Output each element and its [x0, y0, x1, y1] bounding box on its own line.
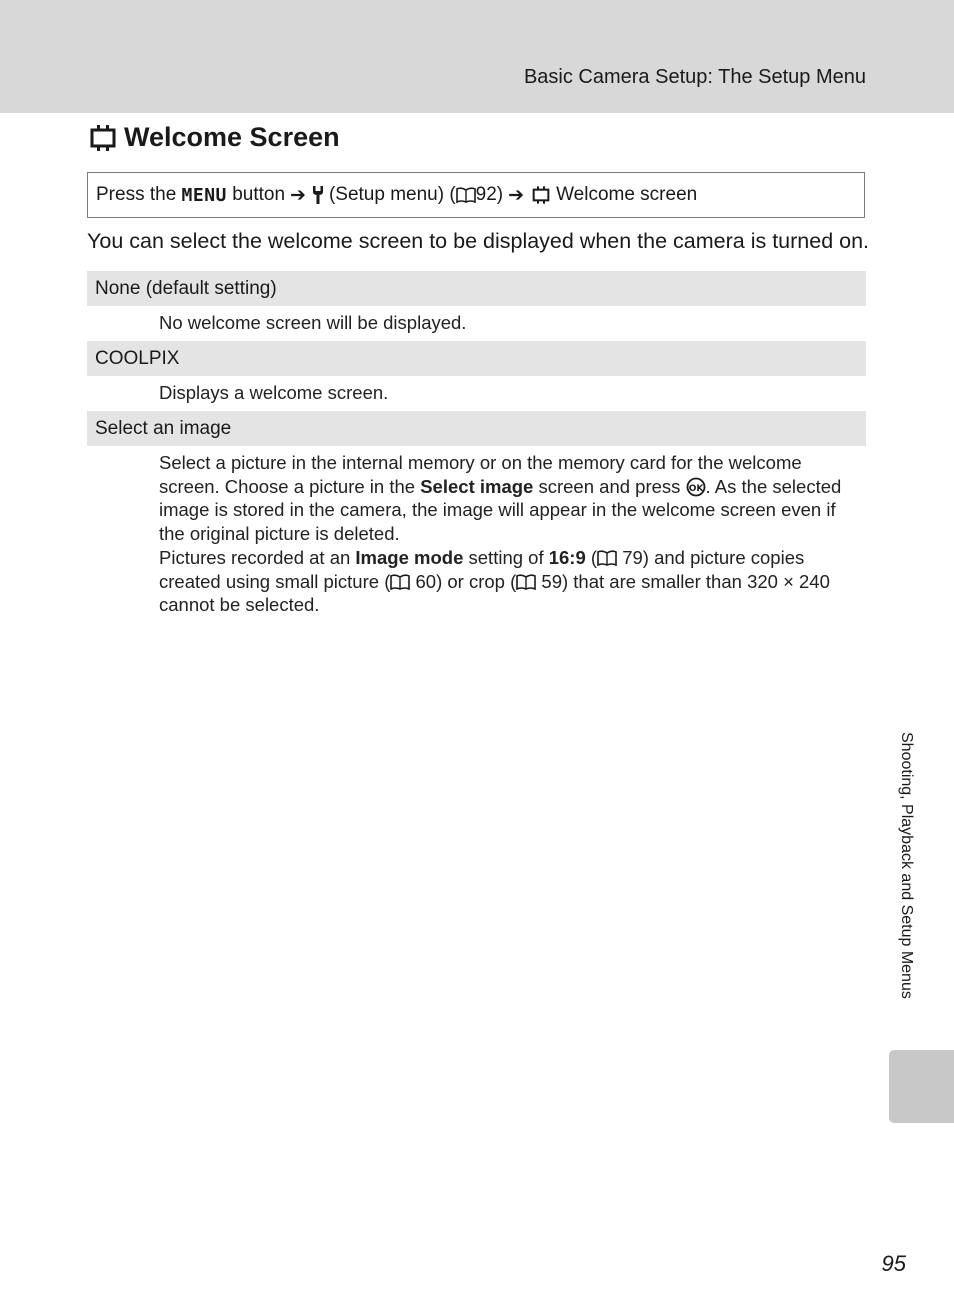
- side-tab-label: Shooting, Playback and Setup Menus: [898, 732, 915, 999]
- bold-text: Select image: [420, 475, 534, 497]
- nav-target: Welcome screen: [556, 184, 698, 205]
- option-coolpix-header: COOLPIX: [87, 341, 866, 376]
- option-select-image-header: Select an image: [87, 411, 866, 446]
- menu-button-glyph: MENU: [181, 184, 227, 206]
- page-title-text: Welcome Screen: [124, 122, 340, 152]
- arrow-right-icon: ➔: [290, 184, 306, 206]
- nav-button-word: button: [232, 184, 286, 205]
- book-reference-icon: [390, 574, 410, 590]
- menu-path-box: [87, 172, 865, 218]
- svg-text:OK: OK: [688, 483, 703, 494]
- option-none-header: None (default setting): [87, 271, 866, 306]
- header-band: [0, 0, 954, 113]
- wrench-icon: [311, 185, 325, 205]
- nav-press-the: Press the: [96, 184, 177, 205]
- bold-text: Image mode: [355, 546, 464, 568]
- arrow-right-icon: ➔: [508, 184, 525, 206]
- text-run: 60) or crop (: [410, 570, 517, 592]
- text-run: (: [585, 546, 598, 568]
- option-select-image-description: [159, 451, 859, 617]
- option-coolpix-description: Displays a welcome screen.: [159, 382, 389, 403]
- welcome-screen-icon: [531, 185, 551, 205]
- book-reference-icon: [516, 574, 536, 590]
- text-run: 79) and picture copies created using small picture (: [159, 546, 805, 592]
- text-run: . As the selected image is stored in the camera, the image will appear in the welcome screen even if the original picture is deleted.: [159, 475, 842, 545]
- nav-setup-menu: (Setup menu) (: [328, 184, 456, 205]
- description-paragraph: [159, 546, 859, 617]
- section-title: Basic Camera Setup: The Setup Menu: [523, 66, 866, 88]
- book-reference-icon: [597, 550, 617, 566]
- side-tab: [889, 1050, 954, 1123]
- page-title: [88, 122, 340, 153]
- text-run: Select a picture in the internal memory or on the memory card for the welcome screen. Choose a picture in the: [159, 452, 802, 497]
- text-run: Pictures recorded at an: [159, 546, 356, 568]
- text-run: 59) that are smaller than 320 × 240 cannot be selected.: [159, 570, 830, 616]
- bold-text: 16:9: [548, 546, 586, 568]
- welcome-screen-icon: [88, 123, 118, 153]
- ok-button-icon: [686, 477, 706, 497]
- description-paragraph: [159, 451, 859, 546]
- text-run: screen and press: [533, 475, 686, 497]
- page-number: 95: [881, 1251, 906, 1276]
- option-none-description: No welcome screen will be displayed.: [159, 312, 467, 333]
- book-reference-icon: [456, 187, 476, 203]
- nav-page-ref: 92): [475, 184, 504, 205]
- text-run: setting of: [463, 546, 549, 568]
- intro-text: You can select the welcome screen to be displayed when the camera is turned on.: [87, 229, 870, 253]
